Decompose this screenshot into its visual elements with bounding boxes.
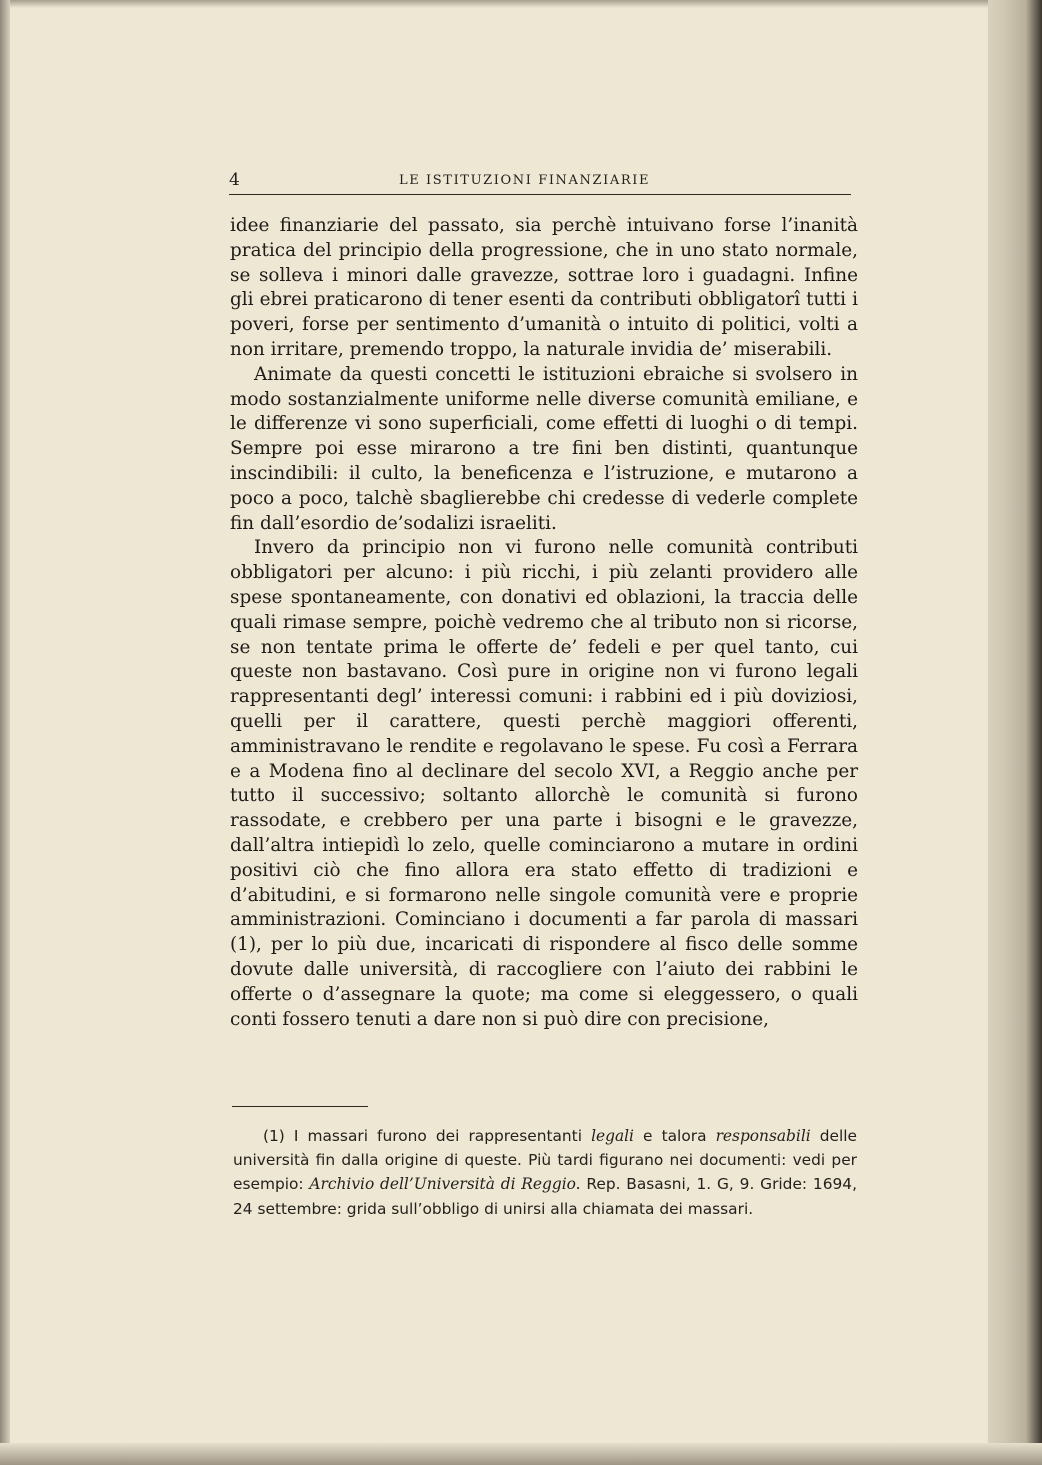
footnote-italic-legali: legali <box>591 1127 634 1145</box>
footnote-italic-archive: Archivio dell’Università di Reggio. <box>309 1175 581 1194</box>
footnote-segment: Rep. Basasni, 1. G, 9. Gride: 1694, 24 settembre: grida sull’obbligo di unirsi alla chiamata dei massari. <box>233 1175 857 1218</box>
page-number: 4 <box>229 170 240 190</box>
running-header <box>229 170 851 195</box>
running-title: LE ISTITUZIONI FINANZIARIE <box>399 173 651 188</box>
paragraph-1: idee finanziarie del passato, sia perchè intuivano forse l’inanità pratica del principio della progressione, che in uno stato normale, se solleva i minori dalle gravezze, sottrae loro i guadagni. Infine gli ebrei praticarono di tener esenti da contributi obbligatorî tutti i poveri, forse per sentimento d’umanità o intuito di politici, volti a non irritare, premendo troppo, la naturale invidia de’ miserabili. <box>230 215 858 360</box>
page-left-edge <box>0 0 10 1465</box>
page-gutter-shadow <box>988 0 1042 1465</box>
footnote <box>233 1124 857 1221</box>
page-bottom-edge <box>0 1443 1042 1465</box>
footnote-italic-responsabili: responsabili <box>715 1127 811 1145</box>
footnote-segment: e talora <box>633 1127 716 1145</box>
paragraph-2: Animate da questi concetti le istituzioni ebraiche si svolsero in modo sostanzialmente uniforme nelle diverse comunità emiliane, e le differenze vi sono superficiali, come effetti di luoghi o di tempi. Sempre poi esse mirarono a tre fini ben distinti, quantunque inscindibili: il culto, la beneficenza e l’istruzione, e mutarono a poco a poco, talchè sbaglierebbe chi credesse di vederle complete fin dall’esordio de’sodalizi israeliti. <box>230 363 858 534</box>
main-text <box>230 214 858 1032</box>
footnote-rule <box>232 1106 368 1107</box>
footnote-segment: delle università fin dalla origine di queste. Più tardi figurano nei documenti: vedi per esempio: <box>233 1127 858 1194</box>
paragraph-3: Invero da principio non vi furono nelle comunità contributi obbligatori per alcuno: i più ricchi, i più zelanti providero alle spese spontaneamente, con donativi ed oblazioni, la traccia delle quali rimase sempre, poichè vedremo che al tributo non si ricorse, se non tentate prima le offerte de’ fedeli e per quel tanto, cui queste non bastavano. Così pure in origine non vi furono legali rappresentanti degl’ interessi comuni: i rabbini ed i più doviziosi, quelli per il carattere, questi perchè maggiori offerenti, amministravano le rendite e regolavano le spese. Fu così a Ferrara e a Modena fino al declinare del secolo XVI, a Reggio anche per tutto il successivo; soltanto allorchè le comunità si furono rassodate, e crebbero per una parte i bisogni e le gravezze, dall’altra intiepidì lo zelo, quelle cominciarono a mutare in ordini positivi ciò che fino allora era stato effetto di tradizioni e d’abitudini, e si formarono nelle singole comunità vere e proprie amministrazioni. Cominciano i documenti a far parola di massari (1), per lo più due, incaricati di rispondere al fisco delle somme dovute dalle università, di raccogliere con l’aiuto dei rabbini le offerte o d’assegnare la quote; ma come si eleggessero, o quali conti fossero tenuti a dare non si può dire con precisione, <box>230 537 858 1030</box>
page-top-edge <box>0 0 1042 8</box>
footnote-text <box>233 1124 857 1221</box>
footnote-segment: (1) I massari furono dei rappresentanti <box>263 1127 592 1145</box>
